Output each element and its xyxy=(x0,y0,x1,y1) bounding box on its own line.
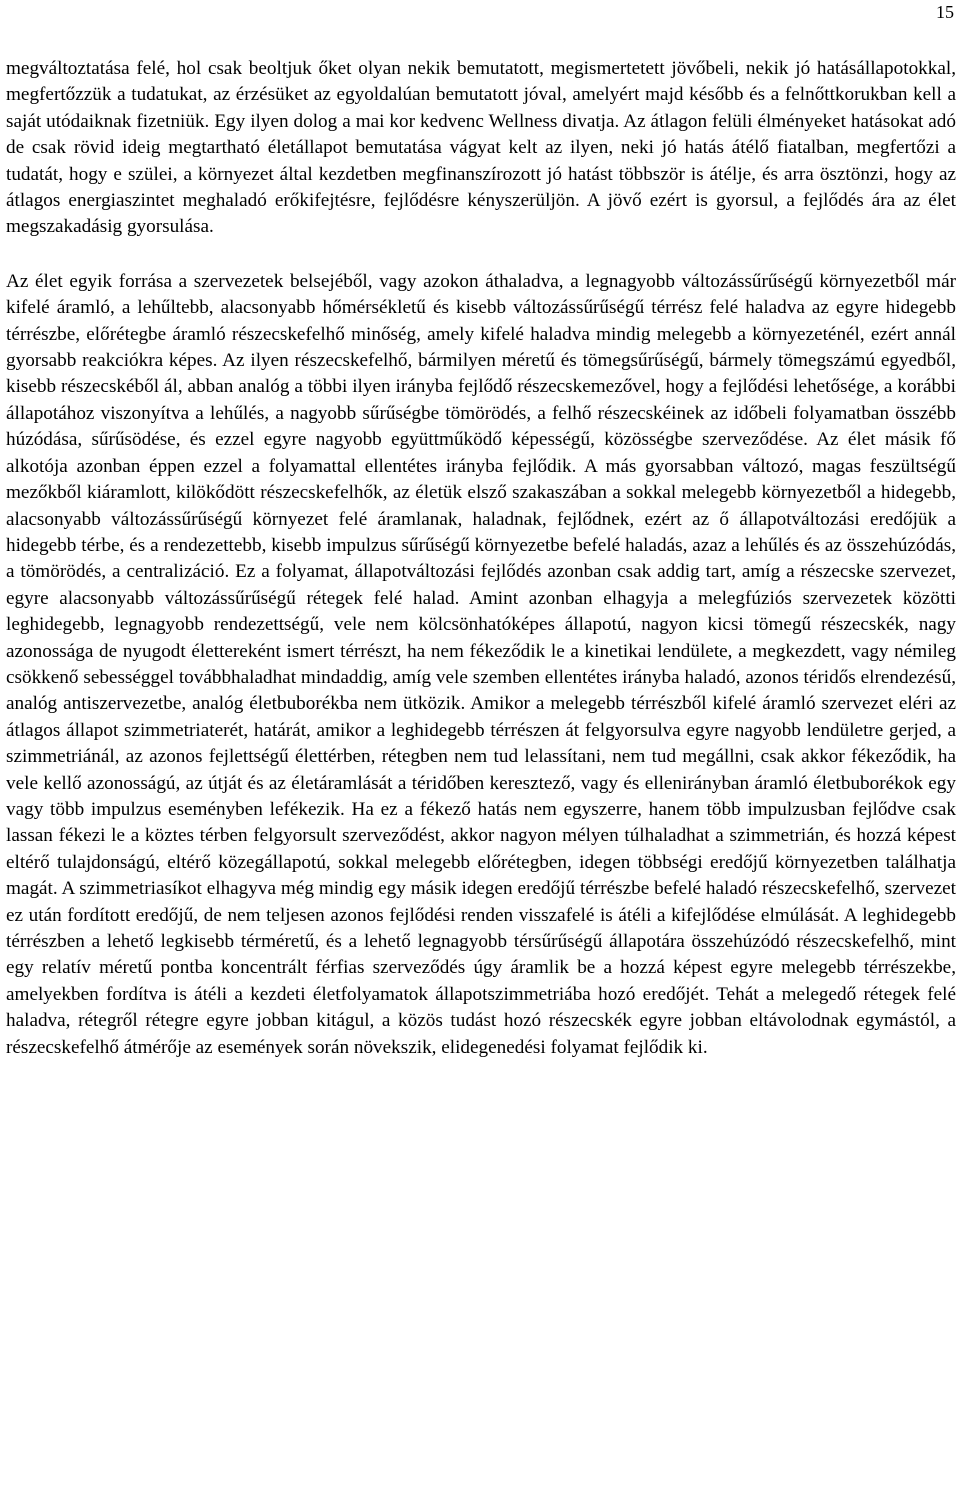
page-number: 15 xyxy=(936,2,954,22)
paragraph-2: Az élet egyik forrása a szervezetek belsejéből, vagy azokon áthaladva, a legnagyobb változássűrűségű környezetből már kifelé áramló, a lehűltebb, alacsonyabb hőmérsékletű és kisebb változássűrűségű térrész felé haladva az egyre hidegebb térrészbe, előrétegbe áramló részecskefelhő minőség, amely kifelé haladva mindig melegebb a környezeténél, ezért annál gyorsabb reakciókra képes. Az ilyen részecskefelhő, bármilyen méretű és tömegsűrűségű, bármely tömegszámú egyedből, kisebb részecskéből ál, abban analóg a többi ilyen irányba fejlődő részecskemezővel, hogy a fejlődési lehetősége, a korábbi állapotához viszonyítva a lehűlés, a nagyobb sűrűségbe tömörödés, a felhő részecskéinek az időbeli folyamatban összébb húzódása, sűrűsödése, és ezzel egyre nagyobb együttműködő képességű, közösségbe szerveződése. Az élet másik fő alkotója azonban éppen ezzel a folyamattal ellentétes irányba fejlődik. A más gyorsabban változó, magas feszültségű mezőkből kiáramlott, kilökődött részecskefelhők, az életük elsző szakaszában a sokkal melegebb környezetből a hidegebb, alacsonyabb változássűrűségű környezet felé áramlanak, haladnak, fejlődnek, ezért az ő állapotváltozási eredőjük a hidegebb térbe, és a rendezettebb, kisebb impulzus sűrűségű környezetbe befelé haladás, azaz a lehűlés és az összehúzódás, a tömörödés, a centralizáció. Ez a folyamat, állapotváltozási fejlődés azonban csak addig tart, amíg a részecske szervezet, egyre alacsonyabb változássűrűségű rétegek felé halad. Amint azonban elhagyja a melegfúziós szervezetek közötti leghidegebb, legnagyobb rendezettségű, vele nem kölcsönhatóképes állapotú, nagyon kicsi tömegű részecskék, nagy azonossága de nyugodt élettereként ismert térrészt, ha nem fékeződik le a kinetikai lendülete, a megkezdett, vagy némileg csökkenő sebességgel továbbhaladhat mindaddig, amíg vele szemben ellentétes irányba haladó, azonos téridős elrendezésű, analóg antiszervezetbe, analóg életbuborékba nem ütközik. Amikor a melegebb térrészből kifelé áramló szervezet eléri az átlagos állapot szimmetriaterét, határát, amikor a leghidegebb térrészen át felgyorsulva egyre nagyobb lendületre gerjed, a szimmetriánál, az azonos fejlettségű élettérben, rétegben nem tud lelassítani, nem tud megállni, csak akkor fékeződik, ha vele kellő azonosságú, az útját és az életáramlását a téridőben keresztező, vagy és ellenirányban áramló életbuborékok egy vagy több impulzus eseményben lefékezik. Ha ez a fékező hatás nem egyszerre, hanem több impulzusban fejlődve csak lassan fékezi le a köztes térben felgyorsult szerveződést, akkor nagyon mélyen túlhaladhat a szimmetrián, és hozzá képest eltérő tulajdonságú, eltérő közegállapotú, sokkal melegebb előrétegben, idegen többségi eredőjű környezetben találhatja magát. A szimmetriasíkot elhagyva még mindig egy másik idegen eredőjű térrészbe befelé haladó részecskefelhő, szervezet ez után fordított eredőjű, de nem teljesen azonos fejlődési renden visszafelé is átéli a kifejlődése elmúlását. A leghidegebb térrészben a lehető legkisebb térméretű, és a lehető legnagyobb térsűrűségű állapotára összehúzódó részecskefelhő, mint egy relatív méretű pontba koncentrált férfias szerveződés úgy áramlik be a hozzá képest egyre melegebb térrészekbe, amelyekben fordítva is átéli a kezdeti életfolyamatok állapotszimmetriába hozó eredőjét. Tehát a melegedő rétegek felé haladva, rétegről rétegre egyre jobban kitágul, a közös tudást hozó részecskék egyre jobban eltávolodnak egymástól, a részecskefelhő átmérője az események során növekszik, elidegenedési folyamat fejlődik ki. xyxy=(6,270,956,1058)
paragraph-1: megváltoztatása felé, hol csak beoltjuk őket olyan nekik bemutatott, megismertetett jövőbeli, nekik jó hatásállapotokkal, megfertőzzük a tudatukat, az érzésüket az egyoldalúan bemutatott jóval, amelyért majd később és a felnőttkorukban kell a saját utódaiknak fizetniük. Egy ilyen dolog a mai kor kedvenc Wellness divatja. Az átlagon felüli élményeket hatásokat adó de csak rövid ideig megtartható életállapot bemutatása vágyat kelt az ilyen, neki jó hatás átélő fiatalban, megfertőzi a tudatát, hogy e szülei, a környezet által kezdetben megfinanszírozott jó hatást többször is átélje, és arra ösztönzi, hogy az átlagos energiaszintet meghaladó erőkifejtésre, fejlődésre kényszerüljön. A jövő ezért is gyorsul, a fejlődés ára az élet megszakadásig gyorsulása. xyxy=(6,58,956,238)
page-body xyxy=(6,56,956,1061)
